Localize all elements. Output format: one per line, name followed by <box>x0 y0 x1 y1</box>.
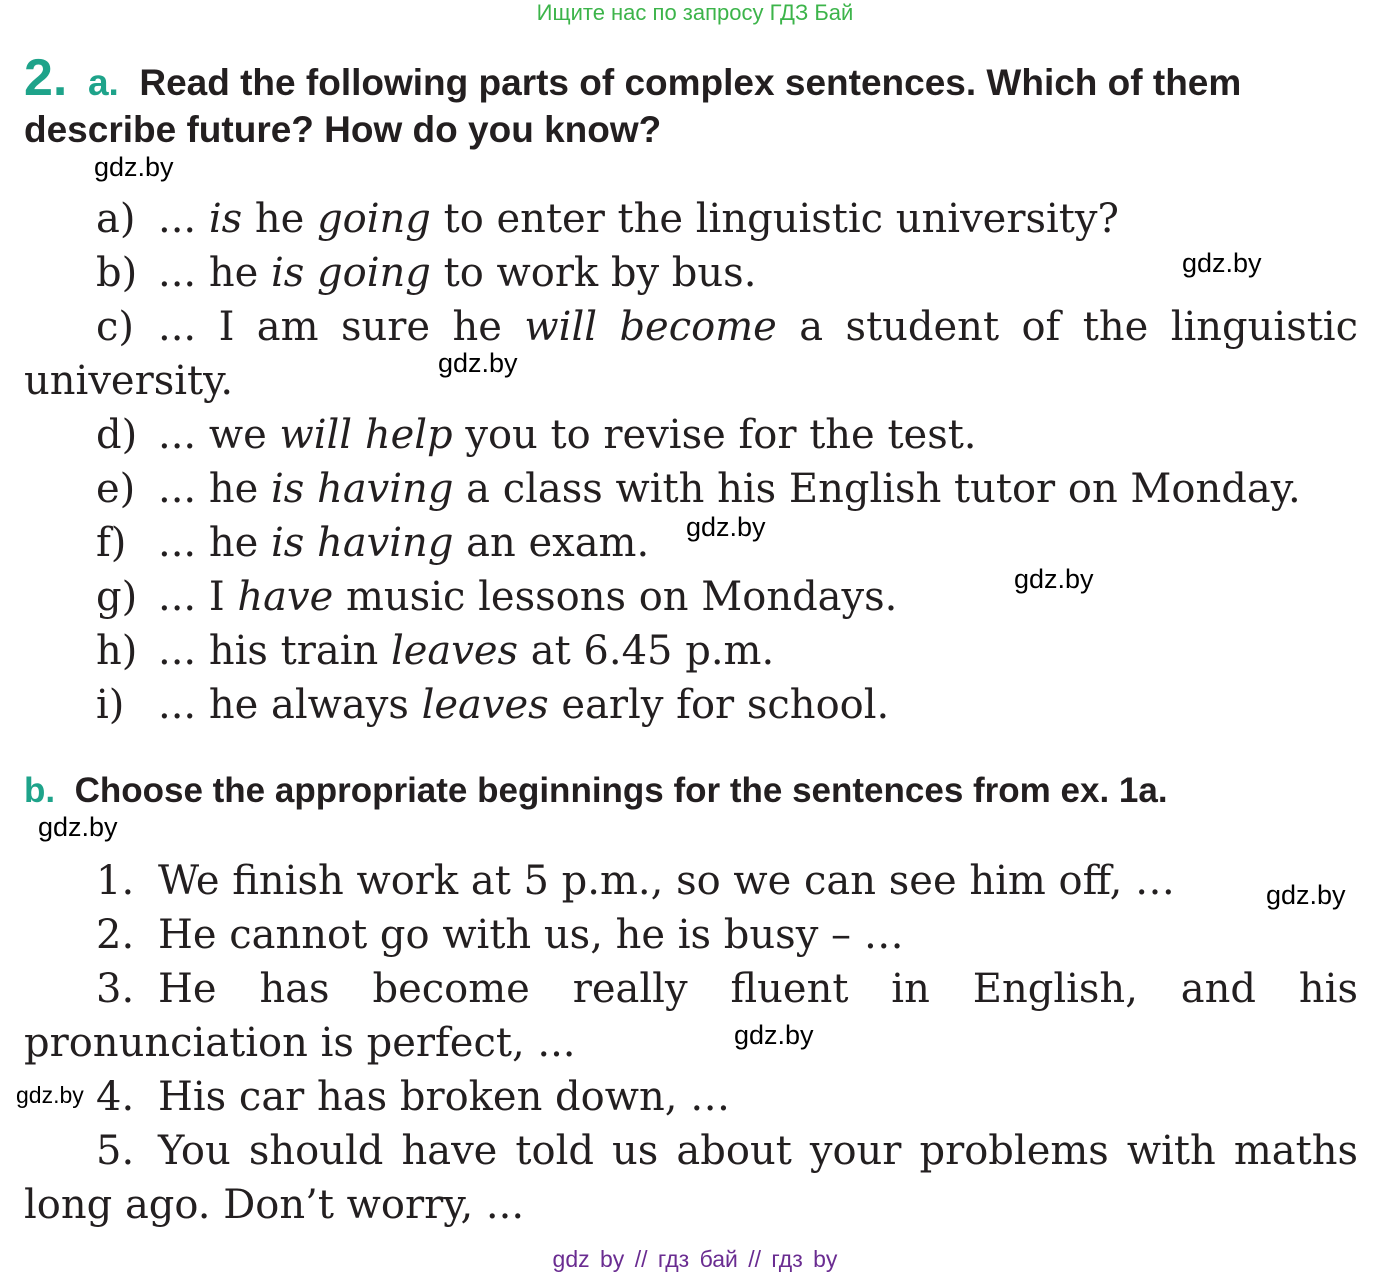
item-label: f) <box>96 520 127 566</box>
sentence-2 <box>96 908 904 962</box>
sentence-number: 5. <box>96 1128 135 1174</box>
watermark: gdz.by <box>1014 564 1094 594</box>
part-b-label: b. <box>24 771 56 810</box>
sentence-text: You should have told us about your problems with maths <box>158 1128 1358 1174</box>
item-text: ... he <box>158 520 272 566</box>
item-verb: is going <box>271 250 431 296</box>
item-verb: will become <box>524 304 777 350</box>
item-text: to work by bus. <box>430 250 757 296</box>
item-c-continuation: university. <box>24 358 234 404</box>
item-text: to enter the linguistic university? <box>430 196 1119 242</box>
item-d <box>96 408 977 462</box>
part-b-instruction: Choose the appropriate beginnings for the sentences from ex. 1a. <box>74 771 1168 810</box>
sentence-5 <box>96 1124 1358 1178</box>
item-e <box>96 462 1301 516</box>
item-label: g) <box>96 574 138 620</box>
item-label: i) <box>96 682 125 728</box>
watermark: gdz.by <box>686 512 766 542</box>
sentence-3 <box>96 962 1358 1016</box>
sentence-text: His car has broken down, … <box>158 1074 731 1120</box>
footer: gdz by // гдз бай // гдз by <box>552 1246 838 1272</box>
item-text: ... I am sure he <box>158 304 525 350</box>
item-text: ... he <box>158 250 272 296</box>
item-label: d) <box>96 412 138 458</box>
item-text: an exam. <box>453 520 650 566</box>
item-verb: is having <box>271 466 454 512</box>
item-label: a) <box>96 196 136 242</box>
item-a <box>96 192 1119 246</box>
item-g <box>96 570 897 624</box>
top-banner: Ищите нас по запросу ГДЗ Бай <box>536 0 854 25</box>
item-label: e) <box>96 466 136 512</box>
item-verb: leaves <box>421 682 549 728</box>
sentence-3-continuation: pronunciation is perfect, ... <box>24 1020 576 1066</box>
sentence-text: He has become really fluent in English, and his <box>158 966 1358 1012</box>
item-label: b) <box>96 250 138 296</box>
item-verb: will help <box>279 412 453 458</box>
item-h <box>96 624 774 678</box>
item-verb: is having <box>271 520 454 566</box>
exercise-number: 2. <box>24 49 68 107</box>
item-c <box>96 300 1358 354</box>
sentence-number: 2. <box>96 912 135 958</box>
watermark: gdz.by <box>94 152 174 182</box>
item-text: a class with his English tutor on Monday. <box>453 466 1301 512</box>
item-text: ... <box>158 196 209 242</box>
watermark: gdz.by <box>1266 880 1346 910</box>
sentence-number: 3. <box>96 966 135 1012</box>
item-i <box>96 678 889 732</box>
item-text: a student of the linguistic <box>776 304 1359 350</box>
watermark: gdz.by <box>1182 248 1262 278</box>
sentence-number: 4. <box>96 1074 135 1120</box>
item-text: he <box>242 196 318 242</box>
item-verb: have <box>237 574 334 620</box>
watermark: gdz.by <box>16 1082 84 1108</box>
watermark: gdz.by <box>734 1020 814 1050</box>
item-f <box>96 516 649 570</box>
sentence-text: He cannot go with us, he is busy – … <box>158 912 904 958</box>
exercise-heading <box>24 48 1241 108</box>
watermark: gdz.by <box>438 348 518 378</box>
item-text: ... he always <box>158 682 422 728</box>
item-text: ... we <box>158 412 280 458</box>
item-text: ... his train <box>158 628 391 674</box>
item-b <box>96 246 756 300</box>
item-label: c) <box>96 304 135 350</box>
item-verb: going <box>317 196 431 242</box>
part-a-instruction-line2: describe future? How do you know? <box>24 109 662 150</box>
sentence-4 <box>96 1070 730 1124</box>
sentence-1 <box>96 854 1175 908</box>
sentence-text: We finish work at 5 p.m., so we can see him off, … <box>158 858 1176 904</box>
sentence-5-continuation: long ago. Don’t worry, ... <box>24 1182 525 1228</box>
item-text: ... he <box>158 466 272 512</box>
item-text: ... I <box>158 574 238 620</box>
item-text: early for school. <box>548 682 890 728</box>
sentence-number: 1. <box>96 858 135 904</box>
item-text: at 6.45 p.m. <box>518 628 775 674</box>
item-verb: leaves <box>390 628 519 674</box>
item-label: h) <box>96 628 138 674</box>
part-b-heading <box>24 771 1168 811</box>
part-a-instruction-line1: Read the following parts of complex sentences. Which of them <box>139 62 1242 103</box>
item-text: you to revise for the test. <box>452 412 977 458</box>
watermark: gdz.by <box>38 812 118 842</box>
item-text: music lessons on Mondays. <box>333 574 898 620</box>
item-verb: is <box>208 196 243 242</box>
part-a-label: a. <box>87 62 119 103</box>
